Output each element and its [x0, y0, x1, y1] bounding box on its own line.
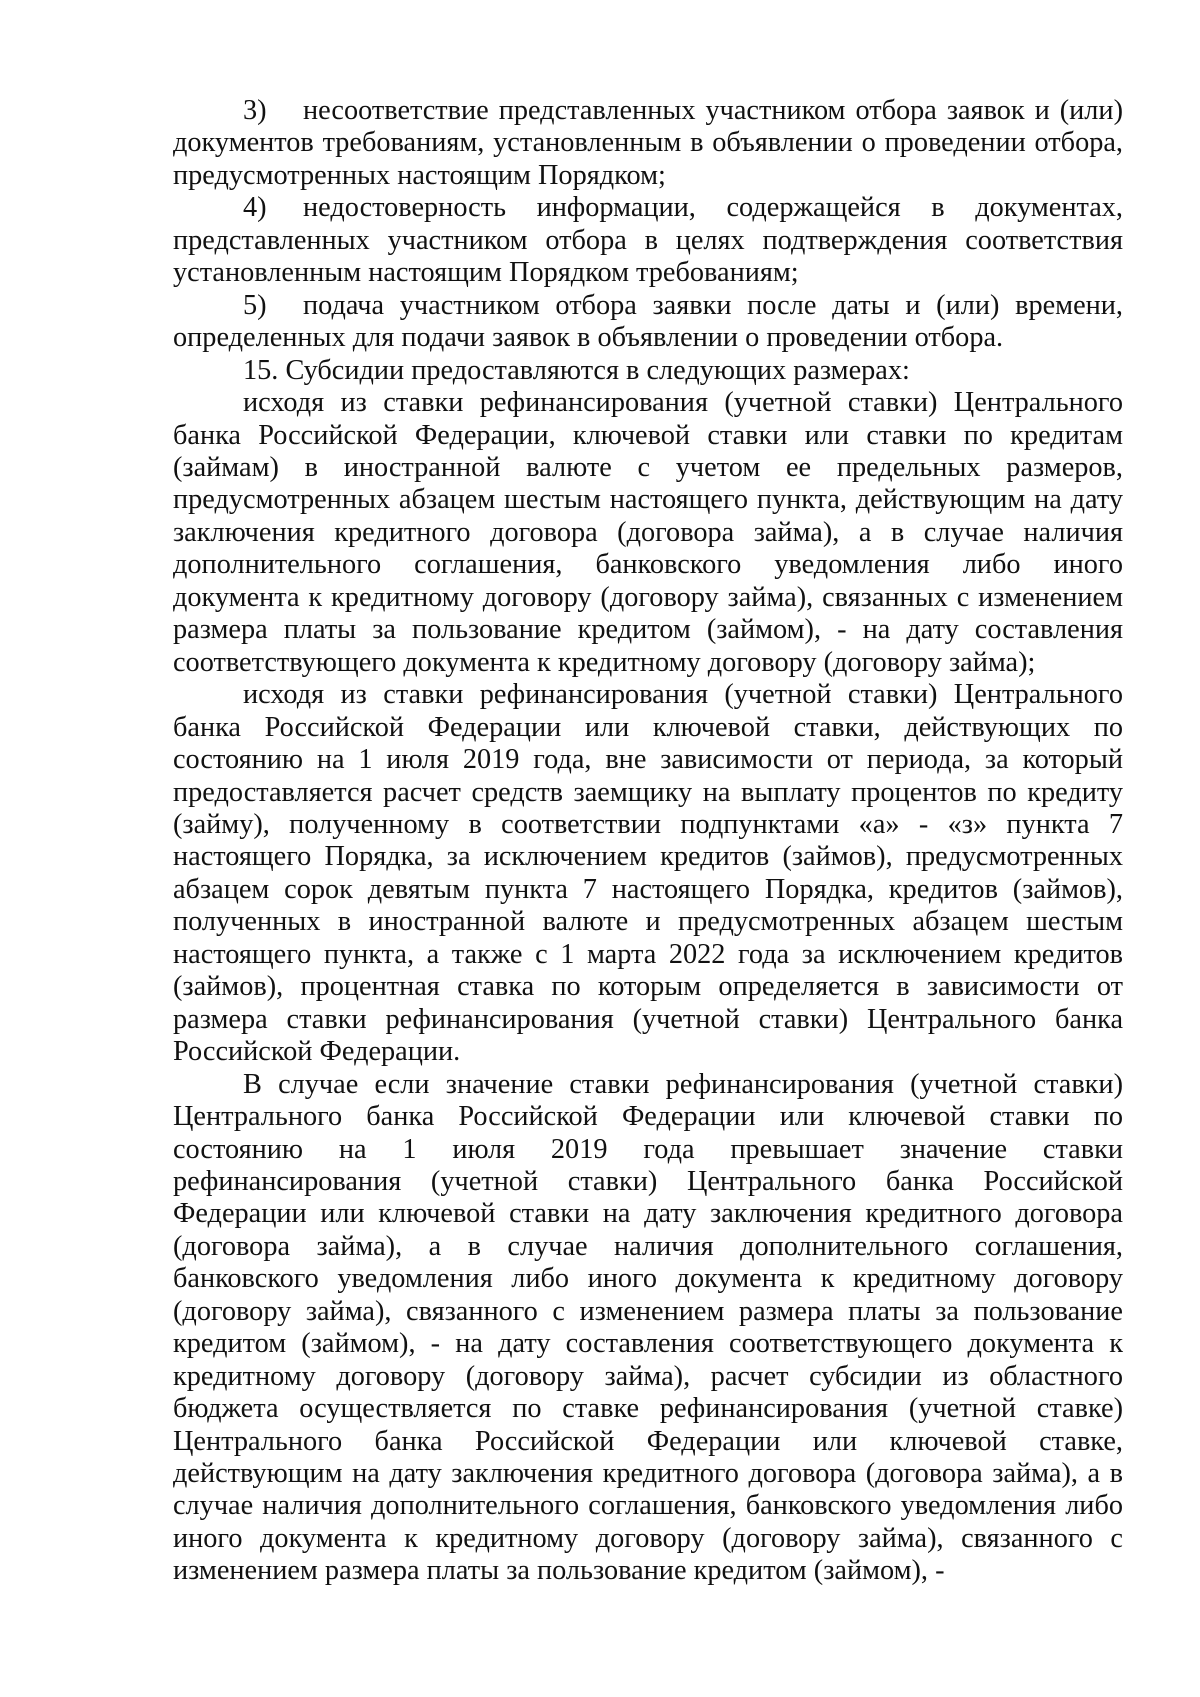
paragraph-rate-exceeds: В случае если значение ставки рефинансирования (учетной ставки) Центрального банка Российской Федерации или ключевой ставки по состоянию на 1 июля 2019 года превышает значение ставки рефинансирования (учетной ставки) Центрального банка Российской Федерации или ключевой ставки на дату заключения кредитного договора (договора займа), а в случае наличия дополнительного соглашения, банковского уведомления либо иного документа к кредитному договору (договору займа), связанного с изменением размера платы за пользование кредитом (займом), - на дату составления соответствующего документа к кредитному договору (договору займа), расчет субсидии из областного бюджета осуществляется по ставке рефинансирования (учетной ставке) Центрального банка Российской Федерации или ключевой ставке, действующим на дату заключения кредитного договора (договора займа), а в случае наличия дополнительного соглашения, банковского уведомления либо иного документа к кредитному договору (договору займа), связанного с изменением размера платы за пользование кредитом (займом), -	[173, 1068, 1123, 1587]
item-text: несоответствие представленных участником отбора заявок и (или) документов требованиям, установленным в объявлении о проведении отбора, предусмотренных настоящим Порядком;	[173, 95, 1123, 191]
item-number: 4)	[243, 192, 267, 224]
item-number: 5)	[243, 289, 267, 321]
list-item-5	[173, 290, 1123, 355]
item-text: недостоверность информации, содержащейся в документах, представленных участником отбора в целях подтверждения соответствия установленным настоящим Порядком требованиям;	[173, 192, 1123, 289]
document-body	[173, 95, 1123, 1588]
item-text: подача участником отбора заявки после даты и (или) времени, определенных для подачи заявок в объявлении о проведении отбора.	[173, 289, 1123, 354]
list-item-3	[173, 95, 1123, 192]
item-number: 3)	[243, 95, 267, 126]
paragraph-rate-basis-1: исходя из ставки рефинансирования (учетной ставки) Центрального банка Российской Федерации, ключевой ставки или ставки по кредитам (займам) в иностранной валюте с учетом ее предельных размеров, предусмотренных абзацем шестым настоящего пункта, действующим на дату заключения кредитного договора (договора займа), а в случае наличия дополнительного соглашения, банковского уведомления либо иного документа к кредитному договору (договору займа), связанных с изменением размера платы за пользование кредитом (займом), - на дату составления соответствующего документа к кредитному договору (договору займа);	[173, 387, 1123, 678]
section-15-heading: 15. Субсидии предоставляются в следующих размерах:	[243, 354, 910, 386]
list-item-4	[173, 192, 1123, 289]
paragraph-rate-basis-2: исходя из ставки рефинансирования (учетной ставки) Центрального банка Российской Федерации или ключевой ставки, действующих по состоянию на 1 июля 2019 года, вне зависимости от периода, за который предоставляется расчет средств заемщику на выплату процентов по кредиту (займу), полученному в соответствии подпунктами «а» - «з» пункта 7 настоящего Порядка, за исключением кредитов (займов), предусмотренных абзацем сорок девятым пункта 7 настоящего Порядка, кредитов (займов), полученных в иностранной валюте и предусмотренных абзацем шестым настоящего пункта, а также с 1 марта 2022 года за исключением кредитов (займов), процентная ставка по которым определяется в зависимости от размера ставки рефинансирования (учетной ставки) Центрального банка Российской Федерации.	[173, 679, 1123, 1068]
